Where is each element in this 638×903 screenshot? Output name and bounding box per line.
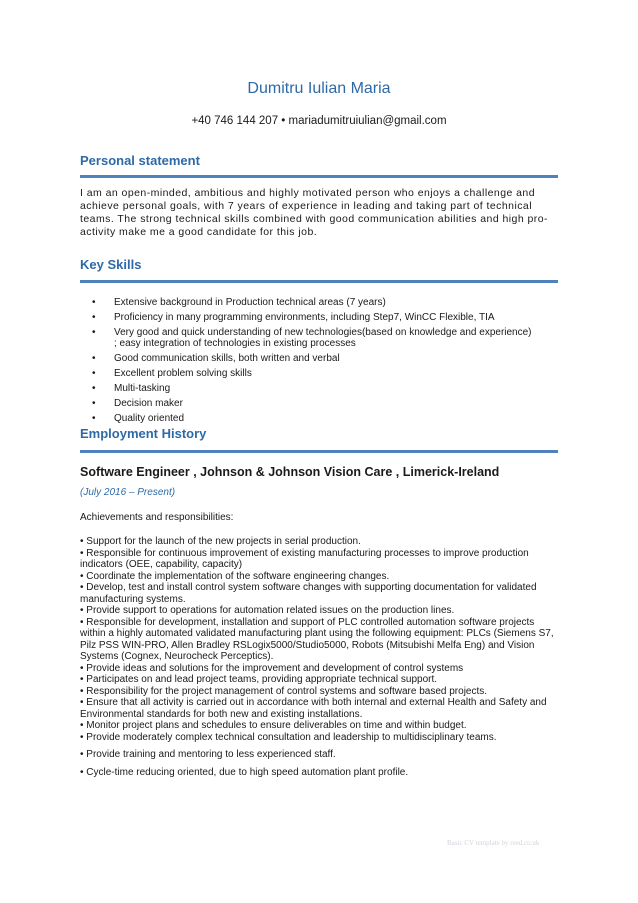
job-title: Software Engineer , Johnson & Johnson Vision Care , Limerick-Ireland bbox=[80, 465, 500, 479]
personal-statement-text: I am an open-minded, ambitious and highly motivated person who enjoys a challenge and achieve personal goals, with 7 years of experience in leading and taking part of technical teams. The strong technical skills combined with good communication abilities and high pro-activity make me a good candidate for this job. bbox=[80, 187, 548, 238]
key-skills-heading: Key Skills bbox=[80, 257, 142, 272]
responsibility-item: • Responsibility for the project management of control systems and software based projects. bbox=[80, 685, 488, 697]
responsibility-item: • Develop, test and install control system software changes with supporting documentation for validated manufacturing systems. bbox=[80, 582, 537, 605]
skill-item: • Multi-tasking bbox=[92, 383, 532, 395]
responsibility-item: • Cycle-time reducing oriented, due to high speed automation plant profile. bbox=[80, 766, 409, 778]
personal-statement-heading: Personal statement bbox=[80, 153, 200, 168]
contact-line: +40 746 144 207 • mariadumitruiulian@gmail.com bbox=[191, 115, 447, 127]
responsibility-item: • Ensure that all activity is carried out in accordance with both internal and external Health and Safety and Environmental standards for both new and existing installations. bbox=[80, 697, 547, 720]
candidate-name: Dumitru Iulian Maria bbox=[247, 80, 391, 97]
skill-item: • Extensive background in Production technical areas (7 years) bbox=[92, 297, 532, 309]
responsibility-item: • Provide moderately complex technical consultation and leadership to multidisciplinary teams. bbox=[80, 731, 497, 743]
responsibility-item: • Provide support to operations for automation related issues on the production lines. bbox=[80, 605, 455, 616]
skill-item: • Very good and quick understanding of new technologies(based on knowledge and experience) ; easy integration of technologies in existing processes bbox=[92, 327, 532, 350]
skill-item: • Excellent problem solving skills bbox=[92, 368, 532, 380]
section-divider bbox=[80, 175, 558, 178]
responsibility-item: • Provide ideas and solutions for the improvement and development of control systems bbox=[80, 662, 464, 674]
section-divider bbox=[80, 280, 558, 283]
responsibility-item: • Coordinate the implementation of the software engineering changes. bbox=[80, 570, 390, 582]
achievements-label: Achievements and responsibilities: bbox=[80, 512, 234, 523]
responsibility-item: • Responsible for development, installation and support of PLC controlled automation software projects within a highly automated validated manufacturing plant using the following equipment: PLCs (Siemens S7, Pilz PSS WIN-PRO, Allen Bradley RSLogix5000/Studio5000, Robots (Mitsubishi Melfa Eng) and Vision Systems (Cognex, Neurocheck Perceptics). bbox=[80, 616, 554, 662]
responsibility-item: • Provide training and mentoring to less experienced staff. bbox=[80, 749, 336, 760]
responsibility-item: • Participates on and lead project teams, providing appropriate technical support. bbox=[80, 674, 438, 685]
template-credit: Basic CV template by reed.co.uk bbox=[447, 839, 540, 847]
section-divider bbox=[80, 450, 558, 453]
responsibility-item: • Monitor project plans and schedules to ensure deliverables on time and within budget. bbox=[80, 720, 467, 731]
responsibility-item: • Support for the launch of the new projects in serial production. bbox=[80, 536, 361, 547]
job-dates: (July 2016 – Present) bbox=[80, 487, 176, 498]
employment-history-heading: Employment History bbox=[80, 426, 207, 441]
responsibilities-list bbox=[80, 536, 560, 778]
skill-item: • Quality oriented bbox=[92, 413, 532, 425]
skill-item: • Proficiency in many programming environments, including Step7, WinCC Flexible, TIA bbox=[92, 312, 532, 324]
key-skills-list bbox=[92, 297, 532, 428]
responsibility-item: • Responsible for continuous improvement of existing manufacturing processes to improve production indicators (OEE, capability, capacity) bbox=[80, 547, 529, 570]
skill-item: • Decision maker bbox=[92, 398, 532, 410]
skill-item: • Good communication skills, both written and verbal bbox=[92, 353, 532, 365]
